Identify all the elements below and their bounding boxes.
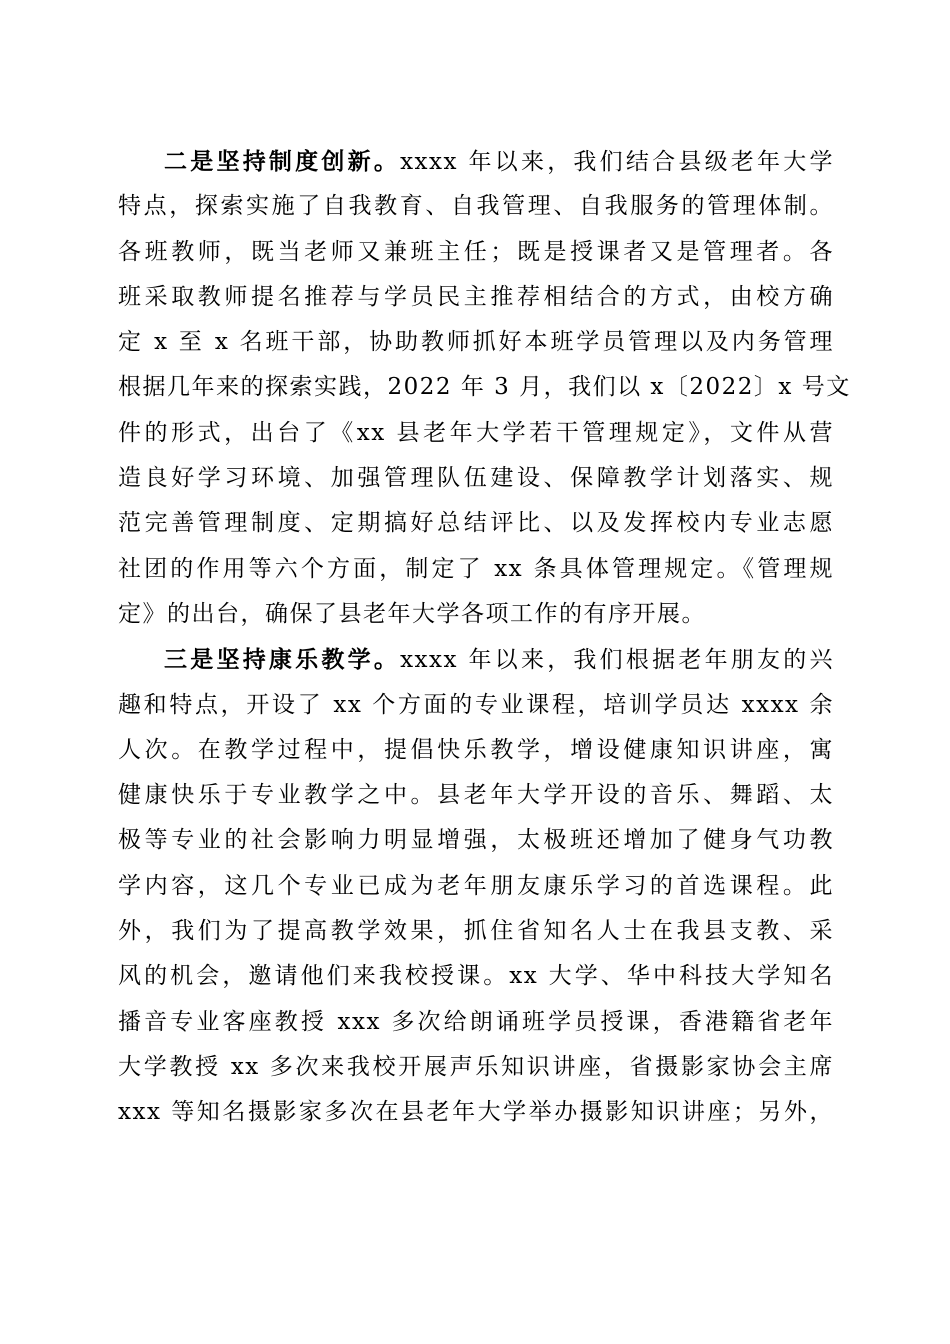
text-line: 定》的出台，确保了县老年大学各项工作的有序开展。 (118, 600, 706, 627)
text-line: 播音专业客座教授 xxx 多次给朗诵班学员授课，香港籍省老年 (118, 1008, 834, 1035)
text-line: 特点，探索实施了自我教育、自我管理、自我服务的管理体制。 (118, 193, 834, 220)
text-line (118, 139, 834, 184)
text-line: 极等专业的社会影响力明显增强，太极班还增加了健身气功教 (118, 827, 834, 854)
text-line: 学内容，这几个专业已成为老年朋友康乐学习的首选课程。此 (118, 872, 834, 899)
paragraph-recreational-teaching (118, 637, 834, 1135)
text-line (118, 637, 834, 682)
text-line: 大学教授 xx 多次来我校开展声乐知识讲座，省摄影家协会主席 (118, 1053, 834, 1080)
text-line: 件的形式，出台了《xx 县老年大学若干管理规定》，文件从营 (118, 419, 834, 446)
text-line: 定 x 至 x 名班干部，协助教师抓好本班学员管理以及内务管理 (118, 329, 834, 356)
text-line: 各班教师，既当老师又兼班主任；既是授课者又是管理者。各 (118, 238, 834, 265)
text-line: 趣和特点，开设了 xx 个方面的专业课程，培训学员达 xxxx 余 (118, 691, 834, 718)
text-line: 根据几年来的探索实践，2022 年 3 月，我们以 x〔2022〕x 号文 (118, 374, 851, 401)
paragraph-lead-heading: 二是坚持制度创新。 (164, 148, 401, 175)
text-line-content: xxxx 年以来，我们结合县级老年大学 (400, 149, 834, 175)
text-line: 范完善管理制度、定期搞好总结评比、以及发挥校内专业志愿 (118, 510, 834, 537)
paragraph-lead-heading: 三是坚持康乐教学。 (164, 646, 401, 674)
text-line: 健康快乐于专业教学之中。县老年大学开设的音乐、舞蹈、太 (118, 782, 834, 809)
text-line: 造良好学习环境、加强管理队伍建设、保障教学计划落实、规 (118, 465, 834, 492)
text-line: xxx 等知名摄影家多次在县老年大学举办摄影知识讲座；另外， (118, 1099, 834, 1126)
text-line: 外，我们为了提高教学效果，抓住省知名人士在我县支教、采 (118, 918, 834, 945)
text-line: 社团的作用等六个方面，制定了 xx 条具体管理规定。《管理规 (118, 555, 834, 582)
text-line-content: xxxx 年以来，我们根据老年朋友的兴 (400, 647, 834, 674)
text-line: 班采取教师提名推荐与学员民主推荐相结合的方式，由校方确 (118, 283, 834, 310)
document-body (118, 139, 851, 1136)
text-line: 人次。在教学过程中，提倡快乐教学，增设健康知识讲座，寓 (118, 736, 834, 763)
paragraph-institutional-innovation (118, 139, 851, 637)
text-line: 风的机会，邀请他们来我校授课。xx 大学、华中科技大学知名 (118, 963, 834, 990)
